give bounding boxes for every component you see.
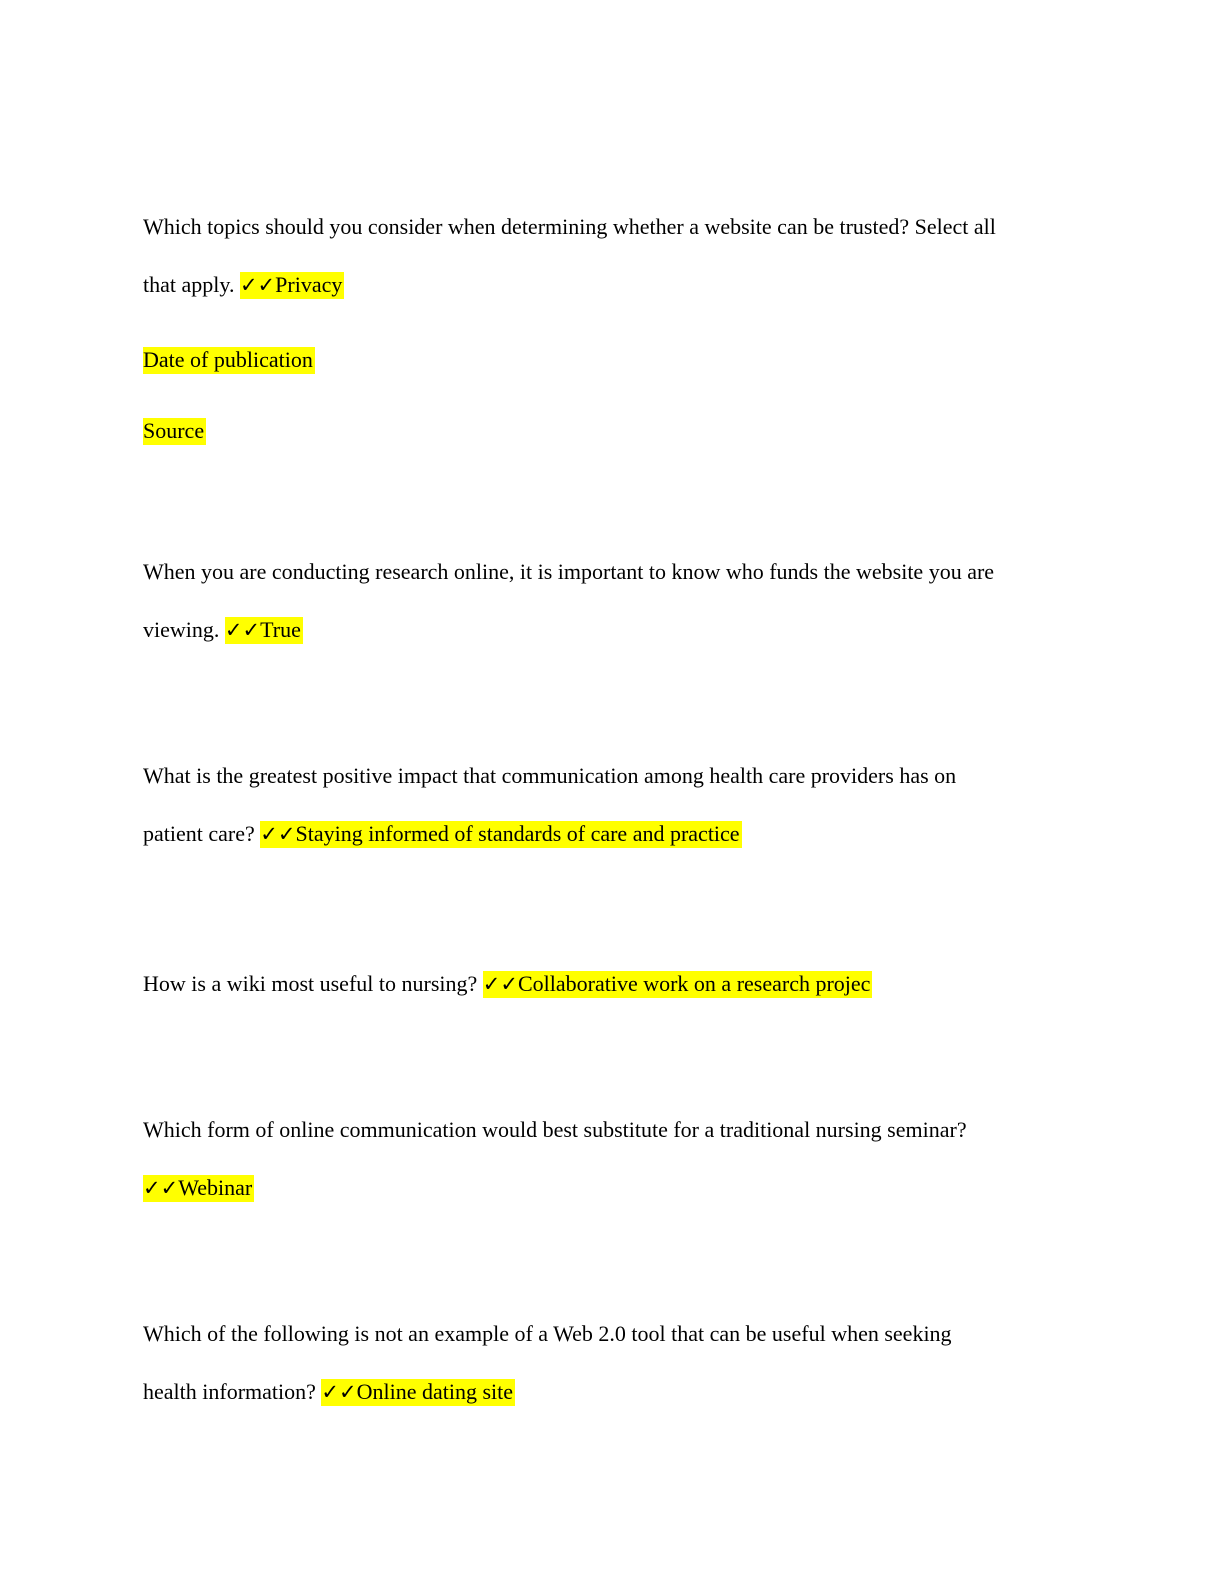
question-4-answer: Collaborative work on a research projec (517, 971, 871, 996)
question-3-line-2 (143, 818, 742, 850)
double-check-icon: ✓✓ (482, 972, 518, 996)
double-check-icon: ✓✓ (239, 273, 276, 297)
question-2-line-1 (143, 556, 994, 588)
question-6-text: Which of the following is not an example of a Web 2.0 tool that can be useful when seeking (143, 1321, 952, 1346)
question-2-text: When you are conducting research online, it is important to know who funds the website you are (143, 559, 995, 584)
question-5-answer: Webinar (178, 1175, 253, 1200)
question-3-answer-highlight (260, 821, 741, 848)
question-6-answer-highlight (321, 1379, 515, 1406)
question-1-text: Which topics should you consider when determining whether a website can be trusted? Select all (143, 214, 996, 239)
question-1-extra-answer-2 (143, 415, 206, 447)
question-1-line-2 (143, 269, 344, 301)
question-4-line-1 (143, 968, 872, 1000)
question-2-answer: True (260, 617, 301, 642)
question-4-text: How is a wiki most useful to nursing? (143, 971, 483, 996)
question-2-text-cont: viewing. (143, 617, 225, 642)
question-1-answer-source: Source (143, 418, 205, 443)
question-6-line-1 (143, 1318, 952, 1350)
double-check-icon: ✓✓ (143, 1176, 179, 1200)
question-1-answer: Privacy (275, 272, 343, 297)
question-1-answer-date-of-publication: Date of publication (143, 347, 313, 372)
double-check-icon: ✓✓ (224, 618, 261, 642)
question-6-text-cont: health information? (143, 1379, 322, 1404)
double-check-icon: ✓✓ (321, 1380, 357, 1404)
question-1-extra-answer-1 (143, 344, 315, 376)
question-4-answer-highlight (483, 971, 873, 998)
question-3-text: What is the greatest positive impact that communication among health care providers has on (143, 763, 957, 788)
question-5-line-2 (143, 1172, 254, 1204)
question-5-answer-highlight (143, 1175, 254, 1202)
double-check-icon: ✓✓ (260, 822, 296, 846)
question-6-answer: Online dating site (356, 1379, 514, 1404)
question-3-answer: Staying informed of standards of care and practice (295, 821, 740, 846)
question-1-line-1 (143, 211, 996, 243)
question-5-text: Which form of online communication would best substitute for a traditional nursing seminar? (143, 1117, 967, 1142)
question-1-text-cont: that apply. (143, 272, 240, 297)
question-3-line-1 (143, 760, 956, 792)
question-2-answer-highlight (225, 617, 303, 644)
question-6-line-2 (143, 1376, 515, 1408)
question-1-answer-highlight (240, 272, 344, 299)
question-3-text-cont: patient care? (143, 821, 261, 846)
question-2-line-2 (143, 614, 303, 646)
question-5-line-1 (143, 1114, 967, 1146)
